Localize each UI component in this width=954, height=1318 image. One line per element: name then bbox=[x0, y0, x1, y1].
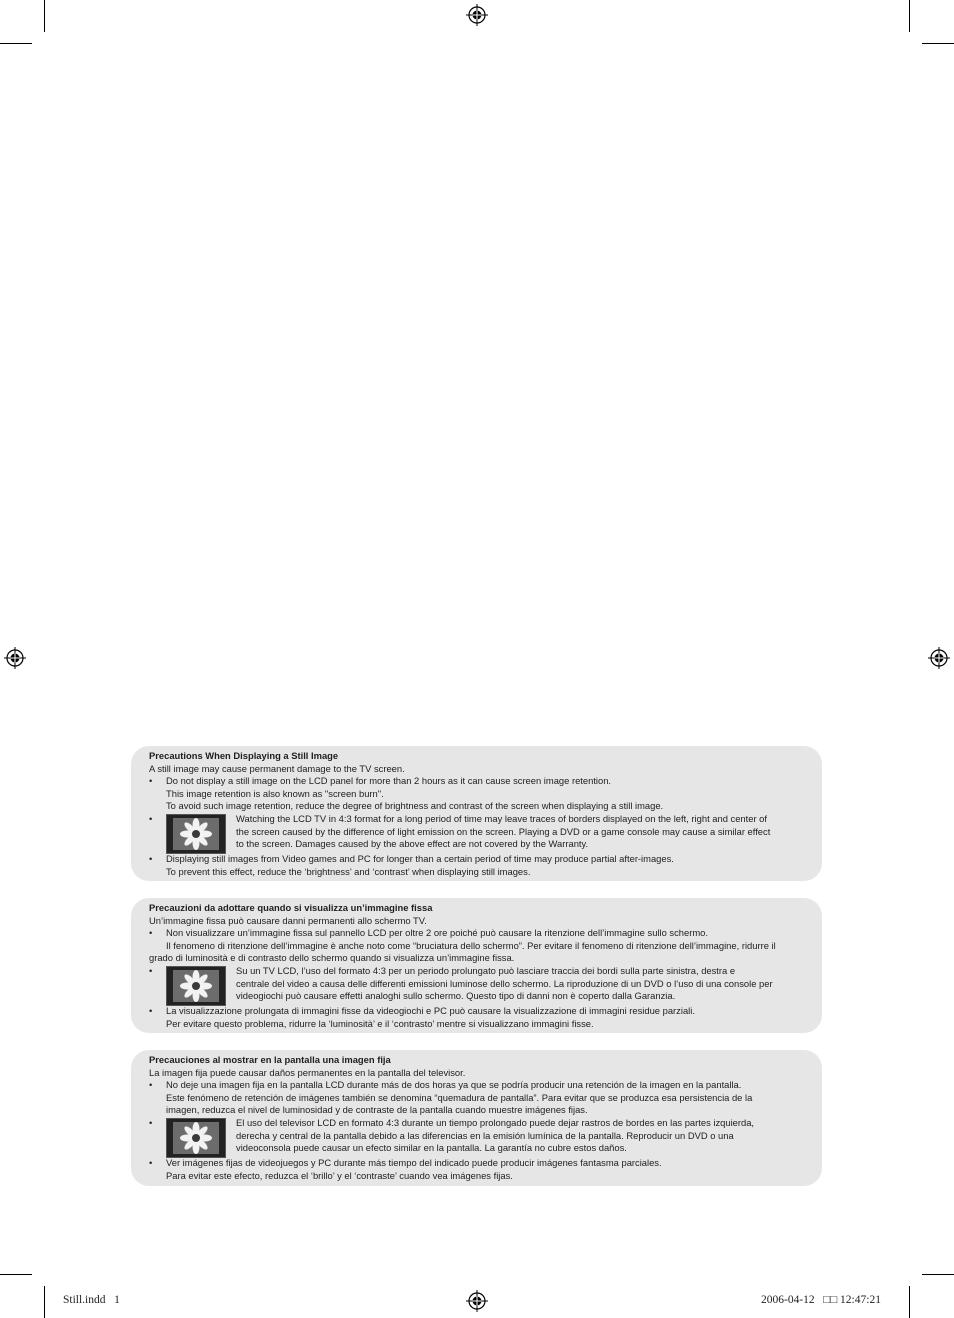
list-item: • La visualizzazione prolungata di immagini fisse da videogiochi e PC può causare la visualizzazione di immagini residue parziali. Per evitare questo problema, ridurre la ‘luminosità’ e il ‘contrasto’ mentre si visualizzano immagini fisse. bbox=[149, 1004, 695, 1029]
bullet: • bbox=[149, 812, 153, 824]
list-item: • El uso del televisor LCD en formato 4:3 durante un tiempo prolongado puede dejar rastros de bordes en las partes izquierda, derecha y central de la pantalla debido a las diferencias en la emisión lumínica de la pantalla. Reproducir un DVD o una videoconsola puede causar un efecto similar en la pantalla. La garantía no cubre estos daños. bbox=[149, 1117, 812, 1157]
crop-mark bbox=[922, 1274, 954, 1275]
list-item: • Ver imágenes fijas de videojuegos y PC durante más tiempo del indicado puede producir imágenes fantasma parciales. Para evitar este efecto, reduzca el ‘brillo’ y el ‘contraste’ cuando vea imágenes fijas. bbox=[149, 1156, 662, 1181]
list-item: • Do not display a still image on the LCD panel for more than 2 hours as it can cause screen image retention. This image retention is also known as "screen burn". To avoid such image retention, reduce the degree of brightness and contrast of the screen when displaying a still image. bbox=[149, 775, 664, 812]
list-item: • Non visualizzare un’immagine fissa sul pannello LCD per oltre 2 ore poiché può causare la ritenzione dell’immagine sullo schermo. Il fenomeno di ritenzione dell’immagine è anche noto come “bruciatura dello schermo”. Per evitare il fenomeno di ritenzione dell’immagine, ridurre il bbox=[149, 927, 776, 951]
bullet: • bbox=[149, 1079, 153, 1091]
bullet: • bbox=[149, 852, 153, 864]
section-title: Precauciones al mostrar en la pantalla una imagen fija bbox=[149, 1054, 391, 1065]
footer-timestamp: 2006-04-12 □□ 12:47:21 bbox=[761, 1294, 881, 1306]
section-spanish bbox=[131, 1050, 822, 1186]
crop-mark bbox=[909, 1286, 910, 1318]
bullet: • bbox=[149, 1116, 153, 1128]
registration-mark-icon bbox=[466, 1290, 488, 1312]
registration-mark-icon bbox=[928, 647, 950, 669]
crop-mark bbox=[44, 1286, 45, 1318]
section-intro: A still image may cause permanent damage to the TV screen. bbox=[149, 762, 405, 774]
bullet: • bbox=[149, 1156, 153, 1168]
section-italian bbox=[131, 898, 822, 1033]
bullet: • bbox=[149, 1004, 153, 1016]
tv-screen-flower-icon bbox=[166, 814, 226, 854]
continuation-line: grado di luminosità e di contrasto dello schermo quando si visualizza un’immagine fissa. bbox=[149, 952, 515, 964]
bullet: • bbox=[149, 964, 153, 976]
registration-mark-icon bbox=[466, 4, 488, 26]
tv-screen-flower-icon bbox=[166, 1118, 226, 1158]
section-english bbox=[131, 746, 822, 881]
crop-mark bbox=[922, 43, 954, 44]
crop-mark bbox=[44, 0, 45, 32]
bullet: • bbox=[149, 775, 153, 787]
registration-mark-icon bbox=[4, 647, 26, 669]
crop-mark bbox=[0, 1274, 32, 1275]
footer-filename: Still.indd 1 bbox=[63, 1294, 120, 1306]
section-title: Precauzioni da adottare quando si visualizza un’immagine fissa bbox=[149, 902, 433, 913]
tv-screen-flower-icon bbox=[166, 966, 226, 1006]
list-item: • Su un TV LCD, l’uso del formato 4:3 per un periodo prolungato può lasciare traccia dei bordi sulla parte sinistra, destra e centrale del video a causa delle differenti emissioni luminose dello schermo. La riproduzione di un DVD o l’uso di una console per videogiochi può causare effetti analoghi sullo schermo. Questo tipo di danni non è coperto dalla Garanzia. bbox=[149, 965, 812, 1005]
list-item: • Displaying still images from Video games and PC for longer than a certain period of time may produce partial after-images. To prevent this effect, reduce the ‘brightness’ and ‘contrast’ when displaying still images. bbox=[149, 852, 674, 877]
crop-mark bbox=[909, 0, 910, 32]
bullet: • bbox=[149, 927, 153, 939]
section-intro: Un’immagine fissa può causare danni permanenti allo schermo TV. bbox=[149, 914, 427, 926]
list-item: • Watching the LCD TV in 4:3 format for a long period of time may leave traces of borders displayed on the left, right and center of the screen caused by the difference of light emission on the screen. Playing a DVD or a game console may cause a similar effect to the screen. Damages caused by the above effect are not covered by the Warranty. bbox=[149, 813, 812, 853]
crop-mark bbox=[0, 43, 32, 44]
section-title: Precautions When Displaying a Still Image bbox=[149, 750, 339, 761]
list-item: • No deje una imagen fija en la pantalla LCD durante más de dos horas ya que se podría producir una retención de la imagen en la pantalla. Este fenómeno de retención de imágenes también se denomina “quemadura de pantalla”. Para evitar que se produzca esa persistencia de la imagen, reduzca el nivel de luminosidad y de contraste de la pantalla cuando muestre imágenes fijas. bbox=[149, 1079, 753, 1116]
section-intro: La imagen fija puede causar daños permanentes en la pantalla del televisor. bbox=[149, 1066, 466, 1078]
